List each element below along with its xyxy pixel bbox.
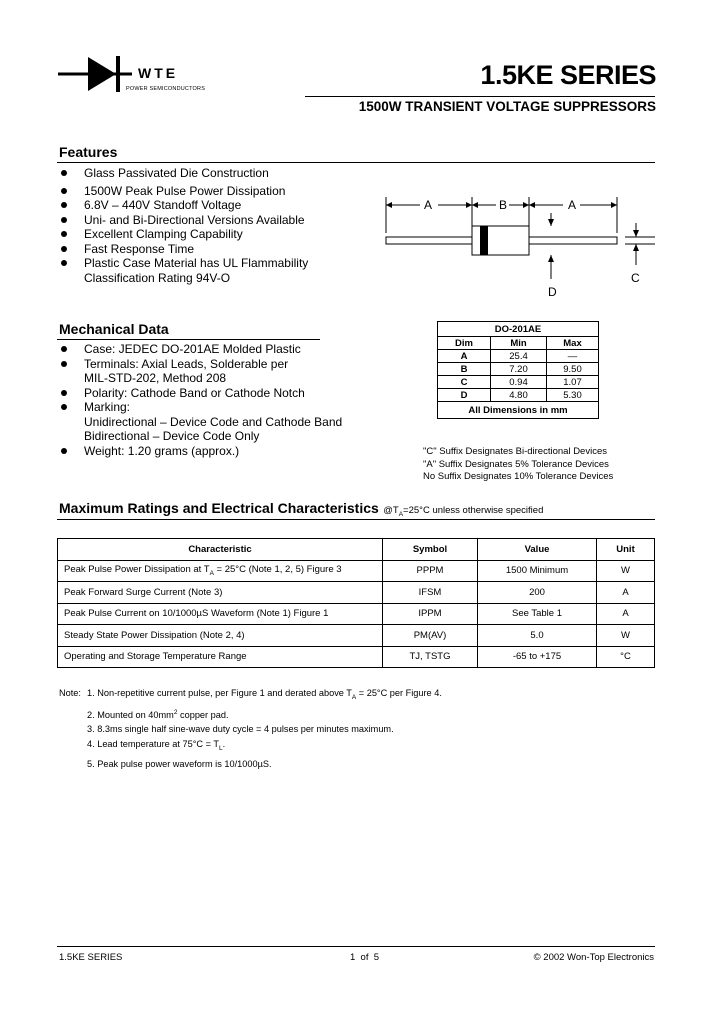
mechanical-item-continued: Bidirectional – Device Code Only [84,429,260,443]
feature-item-continued: Classification Rating 94V-O [84,270,231,285]
suffix-note: No Suffix Designates 10% Tolerance Devices [423,471,614,482]
mechanical-item-continued: MIL-STD-202, Method 208 [84,371,227,385]
feature-item: Uni- and Bi-Directional Versions Available [58,213,378,228]
dim-label-c: C [631,271,640,285]
bullet-icon [61,246,67,252]
feature-item: 1500W Peak Pulse Power Dissipation [58,184,378,199]
feature-item: Plastic Case Material has UL Flammability [58,256,378,271]
notes-label: Note: [59,688,81,698]
note-item: 1. Non-repetitive current pulse, per Figure 1 and derated above $T_A = 25^\circ C$ per Figure 4. [87,688,442,701]
mechanical-item: Polarity: Cathode Band or Cathode Notch [58,386,388,401]
suffix-notes [423,446,613,484]
bullet-icon [61,188,67,194]
table-row: Steady State Power Dissipation (Note 2, 4) PM(AV) 5.0 W [58,625,655,647]
mechanical-item: Weight: 1.20 grams (approx.) [58,444,388,459]
logo-subtitle: POWER SEMICONDUCTORS [126,86,206,92]
diode-logo-icon [58,53,132,95]
ratings-heading [59,500,543,518]
bullet-icon [61,231,67,237]
note-item: 2. Mounted on $40mm^2$ copper pad. [87,708,229,720]
bullet-icon [61,170,67,176]
dim-header: Min [491,337,547,350]
ratings-condition: $@T_A=25^\circ C$ unless otherwise specified [383,505,544,518]
mechanical-rule [57,339,320,340]
features-rule [57,162,655,163]
page-subtitle: 1500W TRANSIENT VOLTAGE SUPPRESSORS [358,99,656,114]
bullet-icon [61,202,67,208]
logo-text: WTE [138,65,179,81]
mechanical-item: Marking: [58,400,388,415]
page-title: 1.5KE SERIES [480,60,656,90]
notes-list [87,686,647,771]
bullet-icon [61,404,67,410]
feature-item: Glass Passivated Die Construction [58,166,378,181]
company-logo [58,53,208,98]
mechanical-list [58,342,388,458]
col-header: Unit [597,539,655,561]
note-item: 3. 8.3ms single half sine-wave duty cycle = 4 pulses per minutes maximum. [87,724,394,735]
dim-table-footer: All Dimensions in mm [438,402,599,419]
bullet-icon [61,448,67,454]
dim-header: Dim [438,337,491,350]
footer-copyright: © 2002 Won-Top Electronics [533,952,654,963]
dimension-table [437,321,599,419]
ratings-table [57,538,655,668]
footer-left: 1.5KE SERIES [59,952,123,963]
ratings-title: Maximum Ratings and Electrical Characteristics [59,500,379,516]
note-item: 4. Lead temperature at $75^\circ C = T_L$. [87,739,226,752]
table-row: Peak Forward Surge Current (Note 3) IFSM 200 A [58,582,655,604]
mechanical-item: Case: JEDEC DO-201AE Molded Plastic [58,342,388,357]
footer-rule [57,946,655,947]
table-row: Peak Pulse Current on 10/1000µS Waveform (Note 1) Figure 1 IPPM See Table 1 A [58,603,655,625]
page-number: 1 of 5 [350,952,380,963]
table-row: A 25.4 — [438,350,599,363]
bullet-icon [61,217,67,223]
mechanical-item-continued: Unidirectional – Device Code and Cathode Band [84,414,343,429]
dim-label-a: A [424,198,433,212]
bullet-icon [61,346,67,352]
features-list [58,166,378,285]
table-row: Operating and Storage Temperature Range TJ, TSTG -65 to +175 °C [58,646,655,668]
table-row: C 0.94 1.07 [438,376,599,389]
mechanical-item: Terminals: Axial Leads, Solderable per [58,357,388,372]
table-row: Peak Pulse Power Dissipation at $T_A = 25^\circ C$ (Note 1, 2, 5) Figure 3 PPPM 1500 Minimum W [58,560,655,582]
feature-item: 6.8V – 440V Standoff Voltage [58,198,378,213]
bullet-icon [61,260,67,266]
suffix-note: "A" Suffix Designates 5% Tolerance Devices [423,458,609,470]
col-header: Symbol [383,539,478,561]
note-item: 5. Peak pulse power waveform is 10/1000µS. [87,758,272,769]
table-row: B 7.20 9.50 [438,363,599,376]
col-header: Characteristic [58,539,383,561]
bullet-icon [61,361,67,367]
dim-label-b: B [499,198,508,212]
table-header-row [58,539,655,561]
feature-item: Fast Response Time [58,242,378,257]
mechanical-title: Mechanical Data [59,321,169,337]
bullet-icon [61,390,67,396]
table-row: D 4.80 5.30 [438,389,599,402]
feature-item: Excellent Clamping Capability [58,227,378,242]
dim-table-package: DO-201AE [438,322,599,337]
package-outline-diagram [380,183,660,303]
ratings-rule [57,519,655,520]
dim-label-a2: A [568,198,577,212]
dim-header: Max [547,337,599,350]
dim-label-d: D [548,285,557,299]
features-title: Features [59,144,118,160]
title-divider [305,96,655,97]
col-header: Value [478,539,597,561]
suffix-note: "C" Suffix Designates Bi-directional Devices [423,446,607,457]
